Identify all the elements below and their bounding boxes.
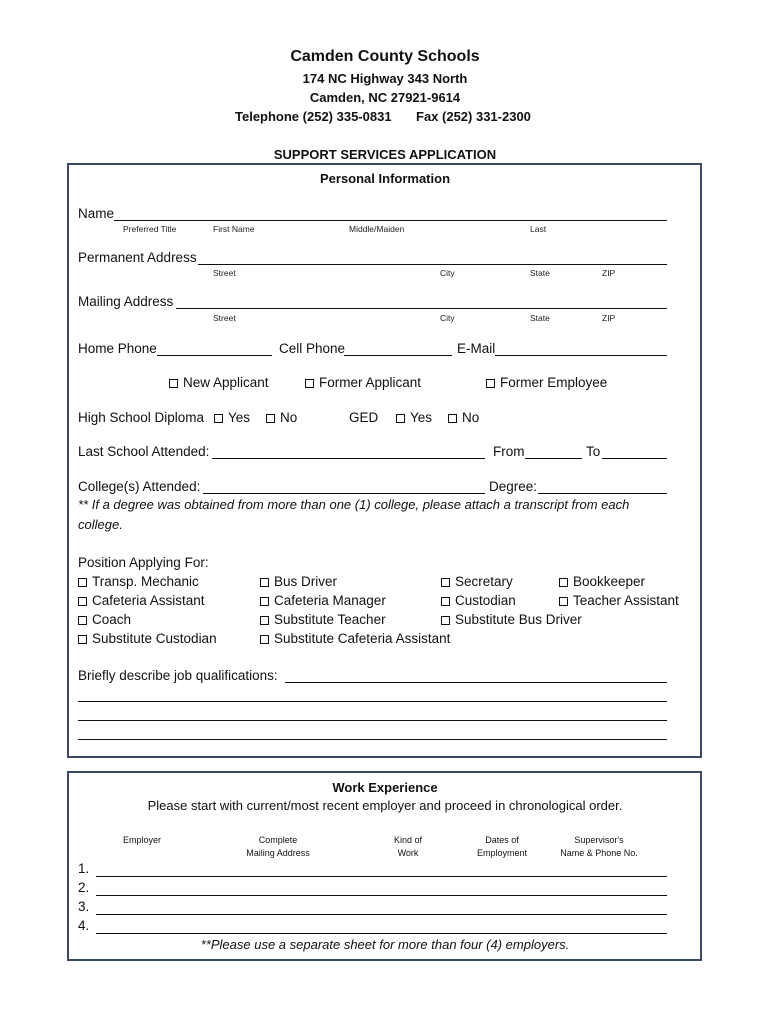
mail-sublabel-state: State [530,313,550,323]
name-sublabel-middle: Middle/Maiden [349,224,405,234]
checkbox[interactable] [78,597,87,606]
position-label-text: Substitute Bus Driver [455,612,582,627]
to-field[interactable] [602,458,667,459]
position-label-text: Teacher Assistant [573,593,679,608]
colleges-field[interactable] [203,493,485,494]
to-label: To [586,444,601,459]
col-kind-of-work [378,834,438,860]
position-substitute-teacher[interactable] [260,612,386,627]
col-dates-line2: Employment [476,848,528,858]
employer-row-1[interactable] [96,876,667,877]
col-supervisor [551,834,647,860]
checkbox[interactable] [441,578,450,587]
position-transp-mechanic[interactable] [78,574,199,589]
permanent-address-label: Permanent Address [78,250,197,265]
checkbox[interactable] [559,578,568,587]
perm-sublabel-state: State [530,268,550,278]
hs-diploma-no-option[interactable] [266,410,297,425]
position-label-text: Secretary [455,574,513,589]
row-number-1: 1. [78,861,90,876]
position-cafeteria-manager[interactable] [260,593,386,608]
row-number-3: 3. [78,899,90,914]
checkbox[interactable] [559,597,568,606]
position-substitute-cafeteria-assistant[interactable] [260,631,450,646]
col-dates [467,834,537,860]
checkbox[interactable] [441,597,450,606]
hs-no-label: No [280,410,298,425]
checkbox[interactable] [78,635,87,644]
ged-yes-option[interactable] [396,410,432,425]
permanent-address-field[interactable] [198,264,667,265]
from-label: From [493,444,525,459]
position-label-text: Transp. Mechanic [92,574,199,589]
cell-phone-label: Cell Phone [279,341,346,356]
email-field[interactable] [495,355,667,356]
former-employee-option[interactable] [486,375,607,390]
hs-no-checkbox[interactable] [266,414,275,423]
employer-row-2[interactable] [96,895,667,896]
position-label-text: Substitute Teacher [274,612,386,627]
checkbox[interactable] [78,616,87,625]
col-mailing-address-line1: Complete [258,835,298,845]
checkbox[interactable] [260,578,269,587]
fax: Fax (252) 331-2300 [416,109,531,124]
ged-no-option[interactable] [448,410,479,425]
work-instruction: Please start with current/most recent employer and proceed in chronological order. [147,798,623,813]
position-label-text: Coach [92,612,132,627]
cell-phone-field[interactable] [344,355,452,356]
position-label-text: Cafeteria Assistant [92,593,205,608]
employer-row-4[interactable] [96,933,667,934]
former-employee-label: Former Employee [500,375,608,390]
org-name: Camden County Schools [290,48,480,65]
new-applicant-label: New Applicant [183,375,269,390]
col-employer [102,834,182,847]
name-sublabel-title: Preferred Title [123,224,177,234]
degree-field[interactable] [538,493,667,494]
perm-sublabel-street: Street [213,268,236,278]
checkbox[interactable] [260,616,269,625]
mail-sublabel-city: City [440,313,455,323]
perm-sublabel-city: City [440,268,455,278]
name-sublabel-first: First Name [213,224,255,234]
name-field[interactable] [114,220,667,221]
college-note-line1: ** If a degree was obtained from more than one (1) college, please attach a transcript from each [78,497,630,512]
col-dates-line1: Dates of [485,835,519,845]
new-applicant-option[interactable] [169,375,269,390]
col-supervisor-line1: Supervisor's [574,835,624,845]
work-section-title: Work Experience [332,780,438,795]
col-kind-line2: Work [397,848,419,858]
position-label: Position Applying For: [78,555,209,570]
mail-sublabel-zip: ZIP [602,313,616,323]
row-number-4: 4. [78,918,90,933]
former-applicant-checkbox[interactable] [305,379,314,388]
position-label-text: Bus Driver [274,574,338,589]
mail-sublabel-street: Street [213,313,236,323]
perm-sublabel-zip: ZIP [602,268,616,278]
checkbox[interactable] [441,616,450,625]
position-bookkeeper[interactable] [559,574,645,589]
position-bus-driver[interactable] [260,574,337,589]
from-field[interactable] [525,458,582,459]
col-supervisor-line2: Name & Phone No. [560,848,638,858]
position-cafeteria-assistant[interactable] [78,593,205,608]
position-custodian[interactable] [441,593,516,608]
ged-no-checkbox[interactable] [448,414,457,423]
name-label: Name [78,206,115,221]
ged-yes-label: Yes [410,410,433,425]
position-coach[interactable] [78,612,131,627]
col-mailing-address [233,834,323,860]
former-applicant-label: Former Applicant [319,375,422,390]
address-line-1: 174 NC Highway 343 North [302,71,468,86]
hs-diploma-yes-option[interactable] [214,410,250,425]
last-school-field[interactable] [212,458,485,459]
hs-diploma-label: High School Diploma [78,410,205,425]
checkbox[interactable] [78,578,87,587]
position-substitute-bus-driver[interactable] [441,612,582,627]
ged-label: GED [349,410,379,425]
col-mailing-address-line2: Mailing Address [246,848,310,858]
mailing-address-label: Mailing Address [78,294,174,309]
hs-yes-checkbox[interactable] [214,414,223,423]
qualifications-line-4[interactable] [78,739,667,740]
position-substitute-custodian[interactable] [78,631,217,646]
telephone: Telephone (252) 335-0831 [235,109,392,124]
new-applicant-checkbox[interactable] [169,379,178,388]
position-secretary[interactable] [441,574,513,589]
colleges-label: College(s) Attended: [78,479,201,494]
address-line-2: Camden, NC 27921-9614 [309,90,461,105]
position-label-text: Substitute Cafeteria Assistant [274,631,451,646]
email-label: E-Mail [457,341,496,356]
mailing-address-field[interactable] [176,308,667,309]
checkbox[interactable] [260,635,269,644]
qualifications-label: Briefly describe job qualifications: [78,668,278,683]
row-number-2: 2. [78,880,90,895]
form-title: SUPPORT SERVICES APPLICATION [273,147,497,162]
checkbox[interactable] [260,597,269,606]
former-employee-checkbox[interactable] [486,379,495,388]
last-school-label: Last School Attended: [78,444,210,459]
home-phone-label: Home Phone [78,341,157,356]
ged-yes-checkbox[interactable] [396,414,405,423]
qualifications-line-1[interactable] [285,682,667,683]
position-teacher-assistant[interactable] [559,593,679,608]
qualifications-line-3[interactable] [78,720,667,721]
home-phone-field[interactable] [157,355,272,356]
name-sublabel-last: Last [530,224,547,234]
position-label-text: Bookkeeper [573,574,646,589]
qualifications-line-2[interactable] [78,701,667,702]
college-note-line2: college. [78,517,123,532]
position-label-text: Custodian [455,593,516,608]
col-kind-line1: Kind of [393,835,423,845]
degree-label: Degree: [489,479,538,494]
position-label-text: Cafeteria Manager [274,593,386,608]
position-label-text: Substitute Custodian [92,631,217,646]
former-applicant-option[interactable] [305,375,421,390]
col-employer-line1: Employer [122,835,161,845]
employer-row-3[interactable] [96,914,667,915]
hs-yes-label: Yes [228,410,251,425]
personal-section-title: Personal Information [319,171,451,186]
work-footer-note: **Please use a separate sheet for more than four (4) employers. [200,937,570,952]
ged-no-label: No [462,410,480,425]
